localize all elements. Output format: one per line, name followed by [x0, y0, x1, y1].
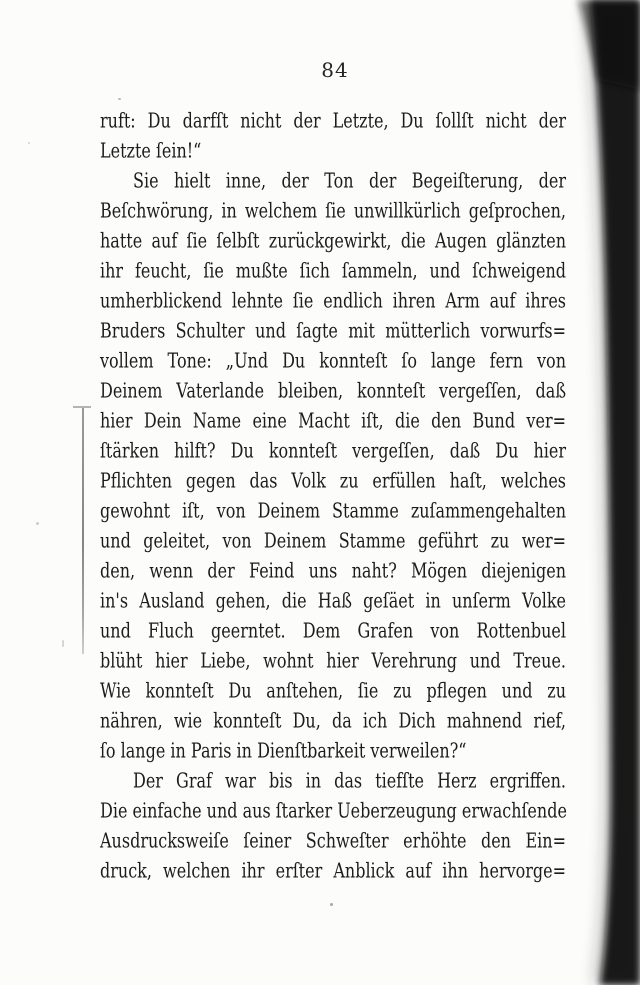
scan-speck	[36, 522, 39, 525]
text-line: vollem Tone: „Und Du konnteſt ſo lange fern von	[100, 348, 566, 373]
text-line: Sie hielt inne, der Ton der Begeiſterung, der	[133, 168, 566, 193]
text-line: ſo lange in Paris in Dienſtbarkeit verweilen?“	[100, 738, 467, 763]
text-line: Ausdrucksweiſe ſeiner Schweſter erhöhte den Ein=	[100, 828, 566, 853]
text-line: Wie konnteſt Du anſtehen, ſie zu pflegen und zu	[100, 678, 566, 703]
text-line: Beſchwörung, in welchem ſie unwillkürlich geſprochen,	[100, 198, 566, 223]
page-number: 84	[321, 58, 349, 82]
text-line: gewohnt iſt, von Deinem Stamme zuſammengehalten	[100, 498, 566, 523]
text-line: druck, welchen ihr erſter Anblick auf ihn hervorge=	[100, 858, 566, 883]
text-line: Deinem Vaterlande bleiben, konnteſt vergeſſen, daß	[100, 378, 566, 403]
text-line: blüht hier Liebe, wohnt hier Verehrung und Treue.	[100, 648, 566, 673]
scan-speck	[62, 640, 64, 647]
text-line: Die einfache und aus ſtarker Ueberzeugung erwachſende	[100, 798, 567, 823]
text-line: und geleitet, von Deinem Stamme geführt zu wer=	[100, 528, 566, 553]
text-line: und Fluch geerntet. Dem Grafen von Rottenbuel	[100, 618, 566, 643]
book-gutter-shadow	[560, 0, 640, 985]
text-line: Pflichten gegen das Volk zu erfüllen haſt, welches	[100, 468, 566, 493]
edge-shadow-corner	[578, 0, 640, 90]
text-line: ruft: Du darfſt nicht der Letzte, Du ſollſt nicht der	[100, 108, 566, 133]
text-line: ſtärken hilft? Du konnteſt vergeſſen, daß Du hier	[100, 438, 566, 463]
text-line: umherblickend lehnte ſie endlich ihren Arm auf ihres	[100, 288, 566, 313]
margin-mark-line	[82, 408, 84, 654]
text-line: ihr feucht, ſie mußte ſich ſammeln, und ſchweigend	[100, 258, 566, 283]
scan-speck	[118, 98, 121, 100]
text-line: den, wenn der Feind uns naht? Mögen diejenigen	[100, 558, 566, 583]
text-line: Der Graf war bis in das tiefſte Herz ergriffen.	[133, 768, 566, 793]
scan-speck	[28, 142, 30, 144]
text-line: hatte auf ſie ſelbſt zurückgewirkt, die Augen glänzten	[100, 228, 566, 253]
text-line: Bruders Schulter und ſagte mit mütterlich vorwurfs=	[100, 318, 566, 343]
text-line: hier Dein Name eine Macht iſt, die den Bund ver=	[100, 408, 566, 433]
scan-speck	[330, 903, 333, 906]
text-line: Letzte ſein!“	[100, 138, 202, 163]
text-block	[100, 106, 566, 886]
text-line: nähren, wie konnteſt Du, da ich Dich mahnend rief,	[100, 708, 566, 733]
text-line: in's Ausland gehen, die Haß geſäet in unſerm Volke	[100, 588, 566, 613]
